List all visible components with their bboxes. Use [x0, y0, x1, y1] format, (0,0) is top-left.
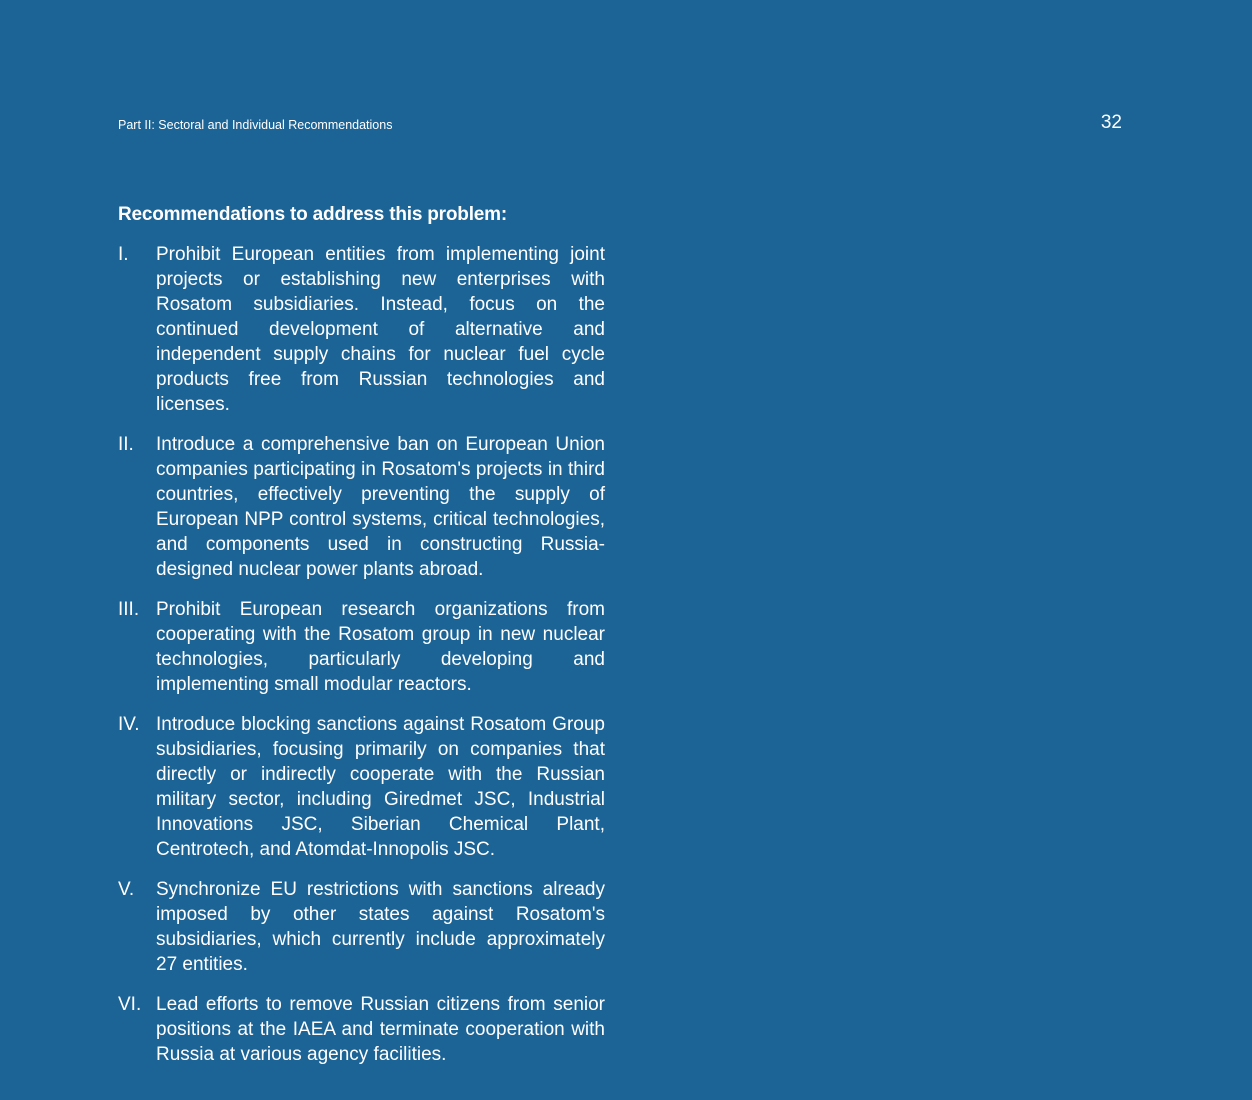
list-item-numeral: III. — [118, 599, 140, 620]
list-item-numeral: I. — [118, 244, 129, 265]
list-item — [118, 432, 605, 582]
list-item-text: Synchronize EU restrictions with sanctions already imposed by other states against Rosatom's subsidiaries, which currently include approximately 27 entities. — [156, 879, 605, 975]
section-heading: Recommendations to address this problem: — [118, 204, 507, 225]
running-header: Part II: Sectoral and Individual Recommendations — [118, 118, 393, 132]
recommendations-list — [118, 242, 605, 1067]
list-item — [118, 712, 605, 862]
recommendations-section — [118, 204, 605, 1082]
list-item-text: Introduce blocking sanctions against Rosatom Group subsidiaries, focusing primarily on companies that directly or indirectly cooperate with the Russian military sector, including Giredmet JSC, Industrial Innovations JSC, Siberian Chemical Plant, Centrotech, and Atomdat-Innopolis JSC. — [156, 714, 605, 860]
list-item — [118, 242, 605, 417]
list-item-numeral: IV. — [118, 714, 140, 735]
list-item — [118, 992, 605, 1067]
list-item-text: Prohibit European entities from implementing joint projects or establishing new enterprises with Rosatom subsidiaries. Instead, focus on the continued development of alternative and independent supply chains for nuclear fuel cycle products free from Russian technologies and licenses. — [156, 244, 605, 415]
list-item — [118, 597, 605, 697]
list-item-text: Prohibit European research organizations from cooperating with the Rosatom group in new nuclear technologies, particularly developing and implementing small modular reactors. — [156, 599, 605, 695]
list-item-numeral: II. — [118, 434, 134, 455]
list-item-text: Lead efforts to remove Russian citizens from senior positions at the IAEA and terminate cooperation with Russia at various agency facilities. — [156, 994, 605, 1065]
list-item — [118, 877, 605, 977]
list-item-numeral: VI. — [118, 994, 142, 1015]
list-item-numeral: V. — [118, 879, 135, 900]
page-number: 32 — [1100, 112, 1122, 133]
list-item-text: Introduce a comprehensive ban on European Union companies participating in Rosatom's projects in third countries, effectively preventing the supply of European NPP control systems, critical technologies, and components used in constructing Russia-designed nuclear power plants abroad. — [156, 434, 605, 580]
